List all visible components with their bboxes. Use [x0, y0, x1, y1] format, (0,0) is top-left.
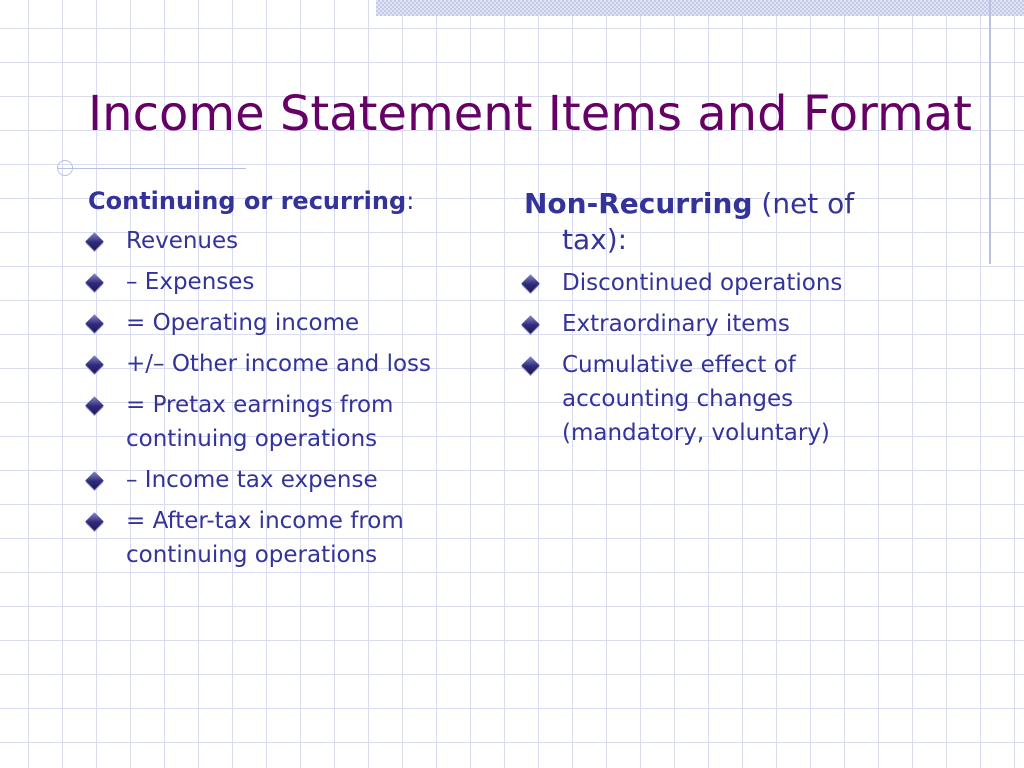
accent-circle [57, 160, 73, 176]
list-item [88, 306, 488, 340]
list-item [88, 463, 488, 497]
list-item-text: Extraordinary items [562, 311, 790, 337]
list-item-text: = Operating income [126, 310, 360, 336]
left-heading-bold: Continuing or recurring [88, 187, 407, 215]
left-column [88, 186, 488, 579]
right-list [524, 266, 904, 450]
left-list [88, 224, 488, 572]
list-item-text: = Pretax earnings from continuing operations [126, 392, 394, 452]
right-heading-rest: (net of tax): [562, 187, 855, 256]
list-item-text: – Income tax expense [126, 467, 378, 493]
right-heading [524, 186, 904, 258]
diamond-bullet-icon [85, 512, 103, 530]
list-item [524, 307, 904, 341]
list-item [88, 347, 488, 381]
right-heading-bold: Non-Recurring [524, 187, 753, 220]
diamond-bullet-icon [85, 273, 103, 291]
diamond-bullet-icon [85, 396, 103, 414]
list-item-text: – Expenses [126, 269, 255, 295]
diamond-bullet-icon [85, 471, 103, 489]
diamond-bullet-icon [85, 232, 103, 250]
list-item-text: Revenues [126, 228, 239, 254]
list-item-text: Cumulative effect of accounting changes (mandatory, voluntary) [562, 352, 830, 446]
diamond-bullet-icon [521, 315, 539, 333]
diamond-bullet-icon [85, 355, 103, 373]
list-item [88, 388, 488, 456]
diamond-bullet-icon [521, 356, 539, 374]
slide-title: Income Statement Items and Format [88, 86, 972, 142]
diamond-bullet-icon [85, 314, 103, 332]
left-heading-rest: : [406, 187, 415, 215]
top-decorative-band [376, 0, 1024, 16]
list-item [88, 224, 488, 258]
list-item [88, 265, 488, 299]
right-column [524, 186, 904, 457]
left-heading [88, 186, 488, 216]
list-item-text: +/– Other income and loss [126, 351, 432, 377]
vertical-accent-line [989, 0, 991, 264]
horizontal-accent-line [58, 168, 246, 169]
list-item-text: = After-tax income from continuing operations [126, 508, 404, 568]
list-item [88, 504, 488, 572]
list-item-text: Discontinued operations [562, 270, 843, 296]
list-item [524, 266, 904, 300]
list-item [524, 348, 904, 450]
diamond-bullet-icon [521, 274, 539, 292]
